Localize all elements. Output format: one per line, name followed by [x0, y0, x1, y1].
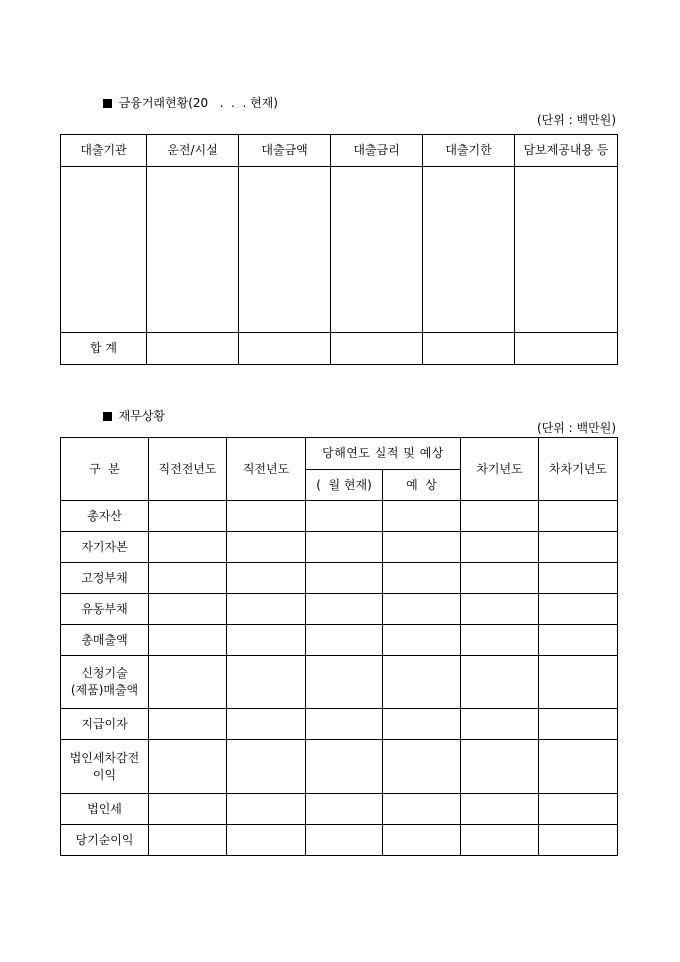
input-cell[interactable] — [423, 333, 515, 365]
input-cell[interactable] — [306, 594, 383, 625]
input-cell[interactable] — [306, 794, 383, 825]
input-cell[interactable] — [461, 501, 539, 532]
row-label: 총자산 — [61, 501, 149, 532]
table-header-row — [61, 438, 618, 470]
section1-unit: (단위 : 백만원) — [537, 113, 616, 127]
input-cell[interactable] — [539, 625, 618, 656]
section2-unit: (단위 : 백만원) — [537, 421, 616, 435]
table-row — [61, 501, 618, 532]
table-row — [61, 825, 618, 856]
input-cell[interactable] — [461, 625, 539, 656]
input-cell[interactable] — [227, 532, 306, 563]
input-cell[interactable] — [227, 625, 306, 656]
input-cell[interactable] — [539, 825, 618, 856]
input-cell[interactable] — [227, 594, 306, 625]
input-cell[interactable] — [61, 167, 147, 333]
input-cell[interactable] — [383, 532, 461, 563]
input-cell[interactable] — [515, 167, 618, 333]
header-cell: 운전/시설 — [147, 135, 239, 167]
input-cell[interactable] — [306, 740, 383, 794]
input-cell[interactable] — [461, 740, 539, 794]
input-cell[interactable] — [306, 501, 383, 532]
total-label: 합 계 — [61, 333, 147, 365]
input-cell[interactable] — [227, 740, 306, 794]
input-cell[interactable] — [227, 709, 306, 740]
header-cell: 대출금리 — [331, 135, 423, 167]
section1-title: 금융거래현황(20 . . . 현재) — [118, 96, 278, 110]
input-cell[interactable] — [423, 167, 515, 333]
input-cell[interactable] — [461, 532, 539, 563]
input-cell[interactable] — [461, 794, 539, 825]
table-row — [61, 625, 618, 656]
input-cell[interactable] — [149, 594, 227, 625]
input-cell[interactable] — [461, 656, 539, 709]
row-label: 유동부채 — [61, 594, 149, 625]
input-cell[interactable] — [539, 656, 618, 709]
input-cell[interactable] — [461, 594, 539, 625]
header-year-after-next: 차차기년도 — [539, 438, 618, 501]
input-cell[interactable] — [227, 563, 306, 594]
input-cell[interactable] — [383, 825, 461, 856]
financial-status-table — [60, 437, 618, 856]
input-cell[interactable] — [149, 740, 227, 794]
square-bullet-icon — [103, 412, 112, 421]
input-cell[interactable] — [539, 501, 618, 532]
input-cell[interactable] — [539, 709, 618, 740]
input-cell[interactable] — [306, 825, 383, 856]
table-row — [61, 740, 618, 794]
header-year-before-last: 직전전년도 — [149, 438, 227, 501]
header-last-year: 직전년도 — [227, 438, 306, 501]
input-cell[interactable] — [227, 501, 306, 532]
input-cell[interactable] — [306, 625, 383, 656]
input-cell[interactable] — [539, 794, 618, 825]
row-label: 고정부채 — [61, 563, 149, 594]
row-label: 총매출액 — [61, 625, 149, 656]
row-label: 지급이자 — [61, 709, 149, 740]
input-cell[interactable] — [147, 167, 239, 333]
input-cell[interactable] — [383, 563, 461, 594]
table-row — [61, 709, 618, 740]
row-label: 당기순이익 — [61, 825, 149, 856]
table-row — [61, 532, 618, 563]
header-cell: 대출금액 — [239, 135, 331, 167]
input-cell[interactable] — [383, 594, 461, 625]
input-cell[interactable] — [306, 709, 383, 740]
header-cell: 대출기한 — [423, 135, 515, 167]
input-cell[interactable] — [147, 333, 239, 365]
input-cell[interactable] — [383, 656, 461, 709]
input-cell[interactable] — [331, 167, 423, 333]
input-cell[interactable] — [306, 532, 383, 563]
row-label: 자기자본 — [61, 532, 149, 563]
input-cell[interactable] — [227, 825, 306, 856]
input-cell[interactable] — [383, 625, 461, 656]
input-cell[interactable] — [227, 656, 306, 709]
input-cell[interactable] — [149, 563, 227, 594]
input-cell[interactable] — [539, 532, 618, 563]
header-next-year: 차기년도 — [461, 438, 539, 501]
input-cell[interactable] — [539, 594, 618, 625]
table-row — [61, 594, 618, 625]
financial-transactions-table — [60, 134, 618, 365]
row-label: 법인세차감전 이익 — [61, 740, 149, 794]
row-label: 법인세 — [61, 794, 149, 825]
input-cell[interactable] — [383, 501, 461, 532]
input-cell[interactable] — [383, 709, 461, 740]
table-row — [61, 656, 618, 709]
header-current-year: 당해연도 실적 및 예상 — [306, 438, 461, 470]
input-cell[interactable] — [149, 794, 227, 825]
input-cell[interactable] — [239, 167, 331, 333]
input-cell[interactable] — [461, 825, 539, 856]
header-current-forecast: 예 상 — [383, 470, 461, 501]
input-cell[interactable] — [149, 656, 227, 709]
input-cell[interactable] — [306, 563, 383, 594]
input-cell[interactable] — [461, 563, 539, 594]
input-cell[interactable] — [383, 794, 461, 825]
input-cell[interactable] — [149, 825, 227, 856]
section2-title-wrap — [95, 393, 165, 424]
table-header-row — [61, 135, 618, 167]
input-cell[interactable] — [331, 333, 423, 365]
square-bullet-icon — [103, 99, 112, 108]
header-cell: 담보제공내용 등 — [515, 135, 618, 167]
table-row — [61, 563, 618, 594]
input-cell[interactable] — [149, 501, 227, 532]
table-row — [61, 794, 618, 825]
table-row — [61, 167, 618, 333]
input-cell[interactable] — [383, 740, 461, 794]
total-row — [61, 333, 618, 365]
input-cell[interactable] — [239, 333, 331, 365]
input-cell[interactable] — [461, 709, 539, 740]
section2-title: 재무상황 — [118, 409, 166, 423]
input-cell[interactable] — [306, 656, 383, 709]
input-cell[interactable] — [539, 563, 618, 594]
input-cell[interactable] — [149, 532, 227, 563]
input-cell[interactable] — [149, 625, 227, 656]
section1-title-wrap — [95, 80, 278, 111]
header-current-actual: ( 월 현재) — [306, 470, 383, 501]
header-cell: 대출기관 — [61, 135, 147, 167]
input-cell[interactable] — [515, 333, 618, 365]
input-cell[interactable] — [539, 740, 618, 794]
input-cell[interactable] — [227, 794, 306, 825]
header-category: 구 분 — [61, 438, 149, 501]
row-label: 신청기술 (제품)매출액 — [61, 656, 149, 709]
input-cell[interactable] — [149, 709, 227, 740]
